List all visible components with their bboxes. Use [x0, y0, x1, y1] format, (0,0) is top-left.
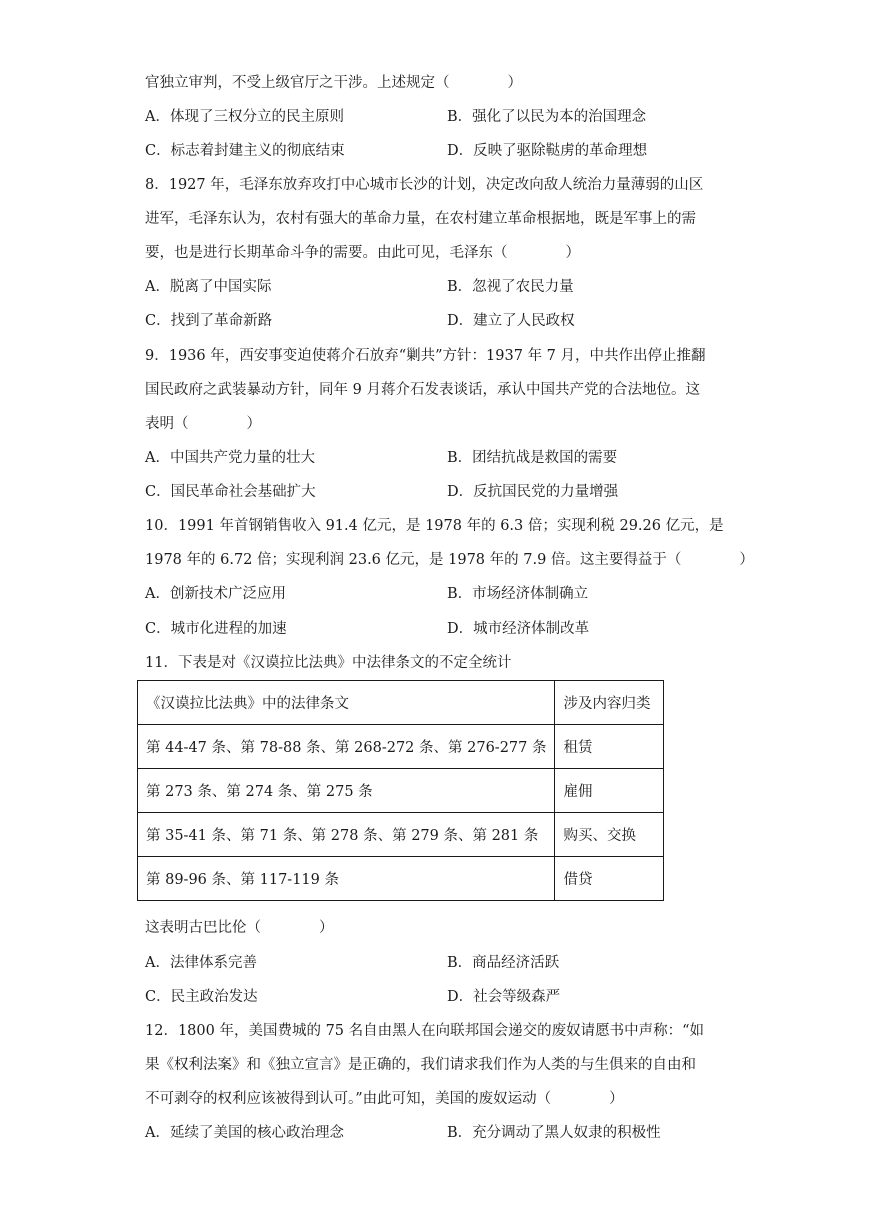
q8-option-a[interactable]: A．脱离了中国实际 [145, 279, 272, 295]
q12-stem-line-3: 不可剥夺的权利应该被得到认可。”由此可知，美国的废奴运动（ ） [145, 1091, 624, 1107]
q10-option-d[interactable]: D．城市经济体制改革 [447, 621, 590, 637]
table-row [138, 857, 664, 901]
q10-option-c[interactable]: C．城市化进程的加速 [145, 621, 287, 637]
q7-option-b[interactable]: B．强化了以民为本的治国理念 [447, 109, 647, 125]
table-cell: 第 44-47 条、第 78-88 条、第 268-272 条、第 276-277 条 [138, 725, 555, 769]
q11-option-a[interactable]: A．法律体系完善 [145, 955, 257, 971]
table-cell: 第 35-41 条、第 71 条、第 278 条、第 279 条、第 281 条 [138, 813, 555, 857]
table-row [138, 725, 664, 769]
q10-option-b[interactable]: B．市场经济体制确立 [447, 586, 589, 602]
table-cell: 雇佣 [555, 769, 664, 813]
q9-stem-line-1: 9．1936 年，西安事变迫使蒋介石放弃“剿共”方针：1937 年 7 月，中共作出停止推翻 [145, 348, 706, 364]
table-header-cell: 《汉谟拉比法典》中的法律条文 [138, 681, 555, 725]
q8-stem-line-3: 要，也是进行长期革命斗争的需要。由此可见，毛泽东（ ） [145, 245, 580, 261]
q10-option-a[interactable]: A．创新技术广泛应用 [145, 586, 286, 602]
q8-option-b[interactable]: B．忽视了农民力量 [447, 279, 574, 295]
q12-stem-line-1: 12．1800 年，美国费城的 75 名自由黑人在向联邦国会递交的废奴请愿书中声称：“如 [145, 1023, 705, 1039]
q11-stem: 这表明古巴比伦（ ） [145, 920, 334, 936]
q9-stem-line-3: 表明（ ） [145, 416, 261, 432]
q9-option-d[interactable]: D．反抗国民党的力量增强 [447, 484, 619, 500]
q9-option-b[interactable]: B．团结抗战是救国的需要 [447, 450, 618, 466]
law-articles-table [137, 680, 664, 901]
q9-option-c[interactable]: C．国民革命社会基础扩大 [145, 484, 316, 500]
q12-stem-line-2: 果《权利法案》和《独立宣言》是正确的，我们请求我们作为人类的与生俱来的自由和 [145, 1057, 696, 1073]
table-header-cell: 涉及内容归类 [555, 681, 664, 725]
q8-stem-line-2: 进军，毛泽东认为，农村有强大的革命力量，在农村建立革命根据地，既是军事上的需 [145, 211, 696, 227]
q12-option-a[interactable]: A．延续了美国的核心政治理念 [145, 1125, 344, 1141]
q11-option-c[interactable]: C．民主政治发达 [145, 989, 258, 1005]
table-cell: 租赁 [555, 725, 664, 769]
table-row [138, 813, 664, 857]
q8-option-c[interactable]: C．找到了革命新路 [145, 313, 273, 329]
q10-stem-line-1: 10．1991 年首钢销售收入 91.4 亿元，是 1978 年的 6.3 倍；实现利税 29.26 亿元，是 [145, 518, 724, 534]
q9-stem-line-2: 国民政府之武装暴动方针，同年 9 月蒋介石发表谈话，承认中国共产党的合法地位。这 [145, 382, 700, 398]
q12-option-b[interactable]: B．充分调动了黑人奴隶的积极性 [447, 1125, 661, 1141]
q11-option-d[interactable]: D．社会等级森严 [447, 989, 561, 1005]
q9-option-a[interactable]: A．中国共产党力量的壮大 [145, 450, 315, 466]
q7-option-d[interactable]: D．反映了驱除鞑虏的革命理想 [447, 143, 648, 159]
table-cell: 第 89-96 条、第 117-119 条 [138, 857, 555, 901]
table-cell: 购买、交换 [555, 813, 664, 857]
q8-option-d[interactable]: D．建立了人民政权 [447, 313, 575, 329]
q7-stem-tail: 官独立审判，不受上级官厅之干涉。上述规定（ ） [145, 75, 522, 91]
table-cell: 第 273 条、第 274 条、第 275 条 [138, 769, 555, 813]
q10-stem-line-2: 1978 年的 6.72 倍；实现利润 23.6 亿元，是 1978 年的 7.9 倍。这主要得益于（ ） [145, 552, 754, 568]
table-header-row [138, 681, 664, 725]
q11-intro: 11．下表是对《汉谟拉比法典》中法律条文的不定全统计 [145, 655, 512, 671]
table-cell: 借贷 [555, 857, 664, 901]
q7-option-c[interactable]: C．标志着封建主义的彻底结束 [145, 143, 345, 159]
q8-stem-line-1: 8．1927 年，毛泽东放弃攻打中心城市长沙的计划，决定改向敌人统治力量薄弱的山区 [145, 177, 704, 193]
q7-option-a[interactable]: A．体现了三权分立的民主原则 [145, 109, 344, 125]
table-row [138, 769, 664, 813]
q11-option-b[interactable]: B．商品经济活跃 [447, 955, 560, 971]
